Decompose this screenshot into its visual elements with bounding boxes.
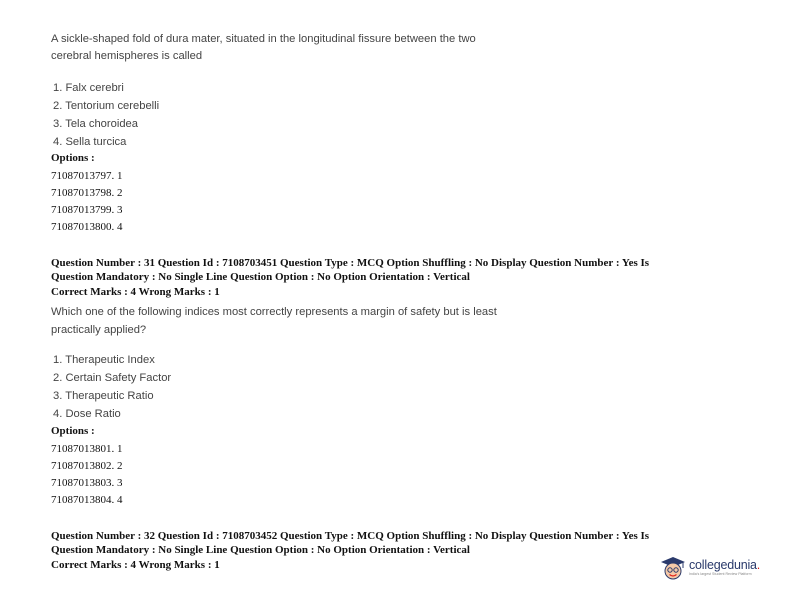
q30-text-line-2: cerebral hemispheres is called [51,50,203,62]
q31-option-id-3: 71087013803. 3 [51,477,123,489]
q31-choice-1: 1. Therapeutic Index [53,354,155,366]
q31-header-line-1: Question Number : 31 Question Id : 7108703451 Question Type : MCQ Option Shuffling : No Display Question Number : Yes Is [51,257,650,269]
q30-choice-1: 1. Falx cerebri [53,82,124,94]
logo-wordmark: collegedunia. [689,558,761,572]
q30-text-line-1: A sickle-shaped fold of dura mater, situated in the longitudinal fissure between the two [51,33,476,45]
q31-text-line-2: practically applied? [51,324,147,336]
q30-option-id-1: 71087013797. 1 [51,170,123,182]
q30-choice-2: 2. Tentorium cerebelli [53,100,160,112]
q30-choice-4: 4. Sella turcica [53,136,127,148]
q30-options-label: Options : [51,152,95,164]
q31-choice-list [53,351,171,423]
q32-header [51,529,649,574]
graduate-mascot-icon [660,555,686,581]
q31-option-id-1: 71087013801. 1 [51,443,123,455]
q32-header-line-1: Question Number : 32 Question Id : 7108703452 Question Type : MCQ Option Shuffling : No Display Question Number : Yes Is [51,530,650,542]
q31-options-label: Options : [51,425,95,437]
q30-option-id-2: 71087013798. 2 [51,187,123,199]
q31-text-line-1: Which one of the following indices most correctly represents a margin of safety but is least [51,306,497,318]
q31-choice-2: 2. Certain Safety Factor [53,372,172,384]
q30-choice-3: 3. Tela choroidea [53,118,139,130]
collegedunia-logo [660,553,760,583]
q32-header-line-2: Question Mandatory : No Single Line Question Option : No Option Orientation : Vertical [51,544,470,556]
q31-header-line-2: Question Mandatory : No Single Line Question Option : No Option Orientation : Vertical [51,271,470,283]
q30-question-text [51,31,476,65]
q31-choice-4: 4. Dose Ratio [53,408,121,420]
q31-option-id-2: 71087013802. 2 [51,460,123,472]
q31-option-id-4: 71087013804. 4 [51,494,123,506]
q31-question-text [51,303,497,339]
q30-option-id-list [51,168,123,236]
q31-header [51,256,649,301]
q31-option-id-list [51,441,123,509]
q32-marks: Correct Marks : 4 Wrong Marks : 1 [51,559,220,571]
q30-choice-list [53,79,159,151]
q30-option-id-3: 71087013799. 3 [51,204,123,216]
q31-marks: Correct Marks : 4 Wrong Marks : 1 [51,286,220,298]
q30-option-id-4: 71087013800. 4 [51,221,123,233]
q31-choice-3: 3. Therapeutic Ratio [53,390,154,402]
logo-tagline: India's largest Student Review Platform [689,572,752,576]
